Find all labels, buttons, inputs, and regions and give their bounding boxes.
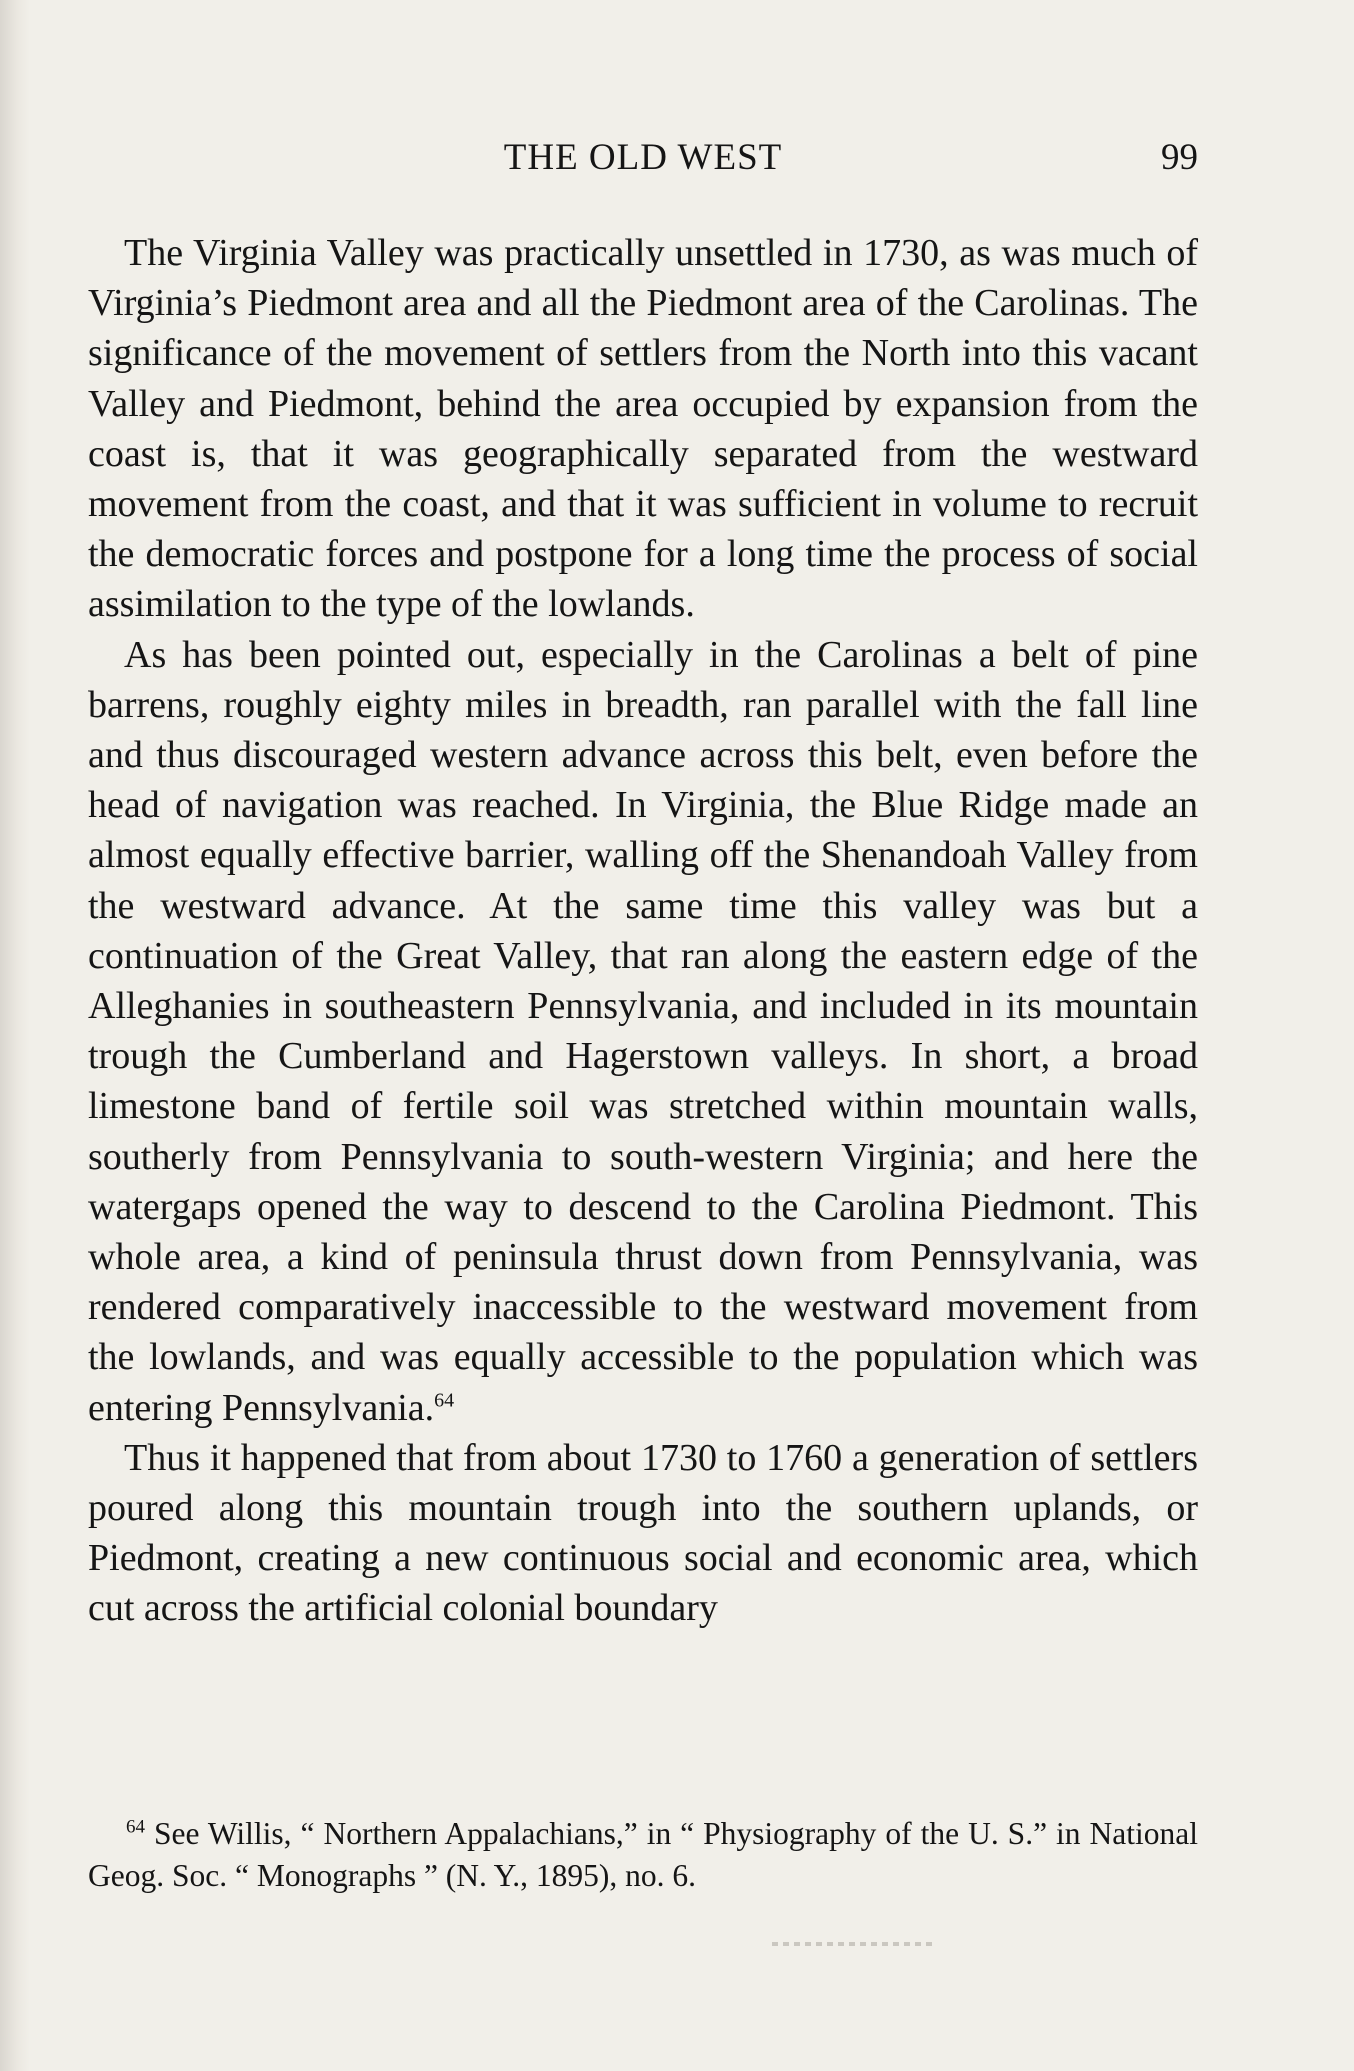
footnote-reference[interactable]: 64 [434,1389,455,1412]
paragraph-1 [88,228,1198,630]
footnote-number: 64 [126,1816,145,1838]
body-text [88,228,1198,1634]
running-head [88,132,1198,184]
page-number: 99 [1161,137,1198,178]
paragraph-3-text: Thus it happened that from about 1730 to 1760 a generation of settlers poured along this mountain trough into the southern uplands, or Piedmont, creating a new continuous social and economic area, which cut across the artificial colonial boundary [88,1436,1198,1630]
paragraph-3 [88,1433,1198,1634]
paragraph-1-text: The Virginia Valley was practically unsettled in 1730, as was much of Virginia’s Piedmont area and all the Piedmont area of the Carolinas. The significance of the movement of settlers from the North into this vacant Valley and Piedmont, behind the area occupied by expansion from the coast is, that it was geographically separated from the westward movement from the coast, and that it was sufficient in volume to recruit the democratic forces and postpone for a long time the process of social assimilation to the type of the lowlands. [88,232,1198,626]
footnote [88,1813,1198,1897]
paragraph-2 [88,630,1198,1433]
page-gutter-shadow [0,0,30,2071]
running-head-title: THE OLD WEST [503,137,783,178]
paragraph-2-text: As has been pointed out, especially in the Carolinas a belt of pine barrens, roughly eighty miles in breadth, ran parallel with the fall line and thus discouraged western advance across this belt, even before the head of navigation was reached. In Virginia, the Blue Ridge made an almost equally effective barrier, walling off the Shenandoah Valley from the westward advance. At the same time this valley was but a continuation of the Great Valley, that ran along the eastern edge of the Alleghanies in southeastern Pennsylvania, and included in its mountain trough the Cumberland and Hagerstown valleys. In short, a broad limestone band of fertile soil was stretched within mountain walls, southerly from Pennsylvania to south-western Virginia; and here the watergaps opened the way to descend to the Carolina Piedmont. This whole area, a kind of peninsula thrust down from Pennsylvania, was rendered comparatively inaccessible to the westward movement from the lowlands, and was equally accessible to the population which was entering Pennsylvania. [88,633,1198,1429]
footnote-text: See Willis, “ Northern Appalachians,” in “ Physiography of the U. S.” in National Geog. Soc. “ Monographs ” (N. Y., 1895), no. 6. [88,1816,1199,1893]
print-smudge [772,1942,932,1946]
